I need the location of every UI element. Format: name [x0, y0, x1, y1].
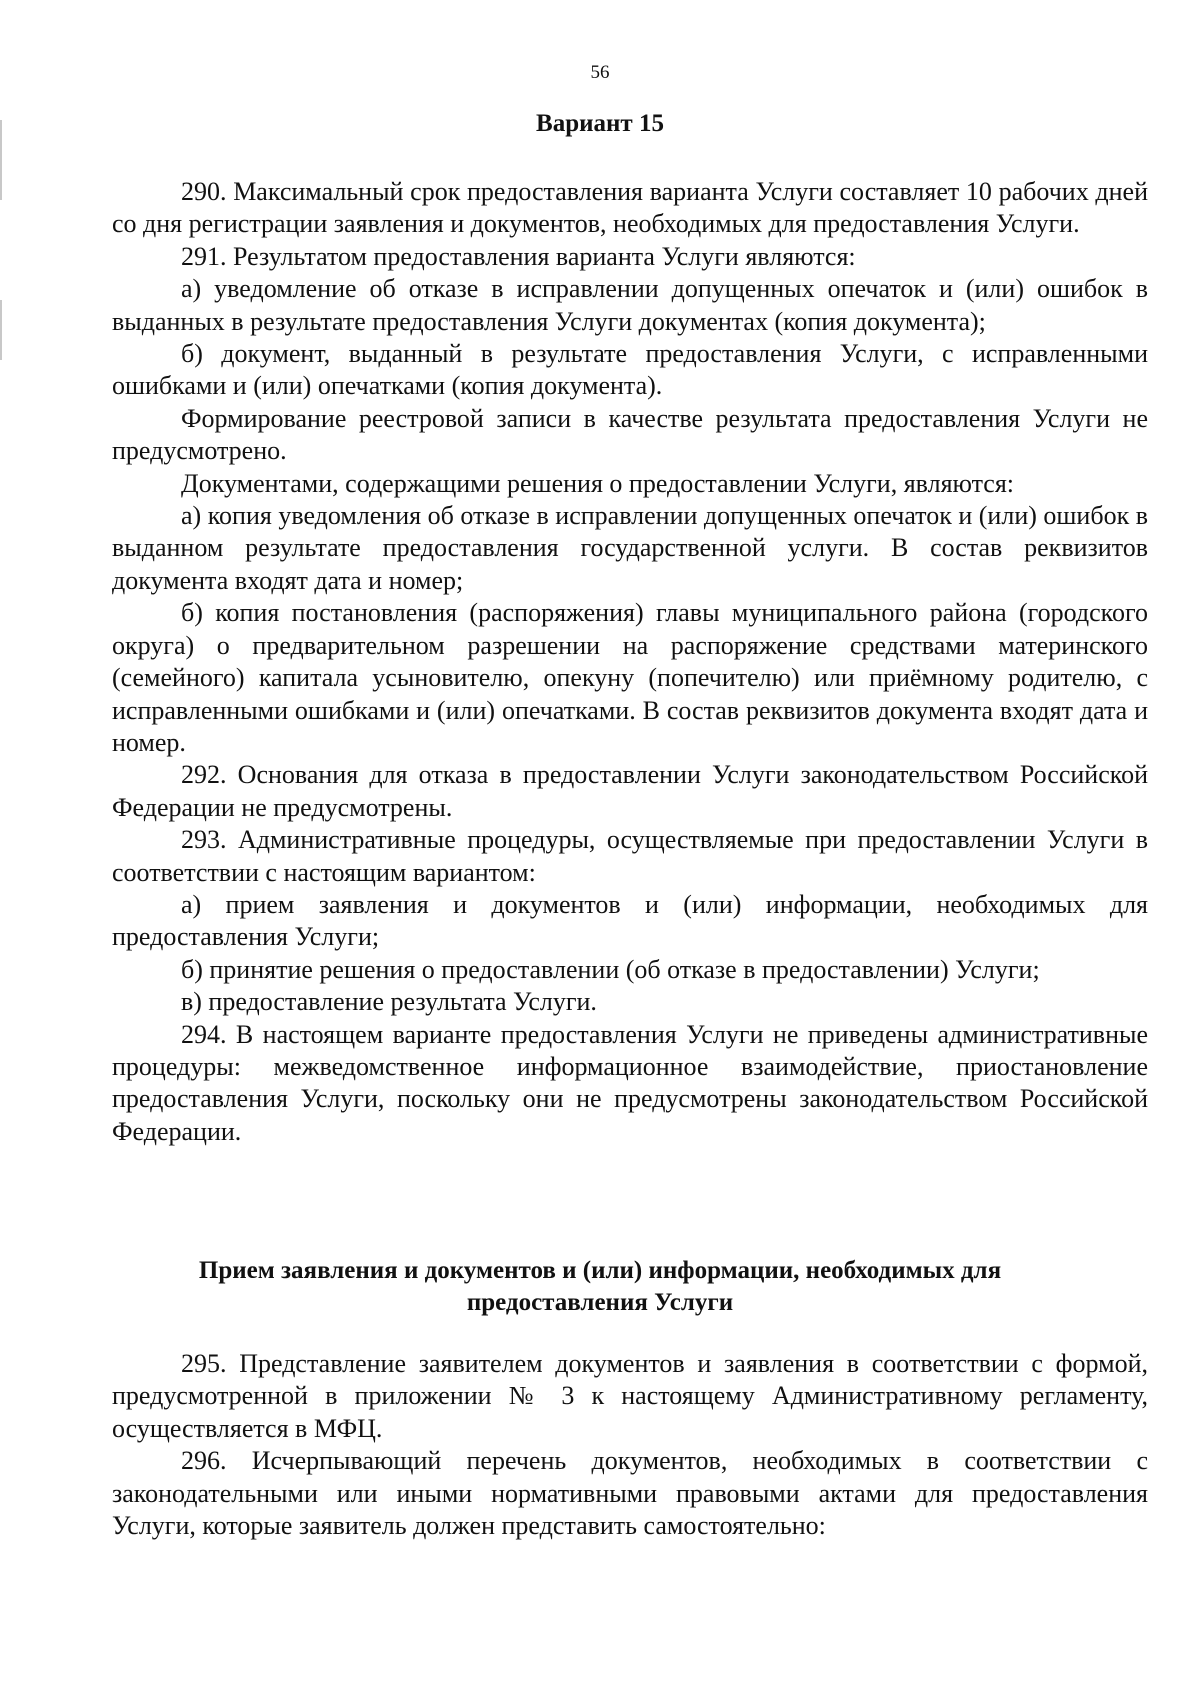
- paragraph-registry-note: Формирование реестровой записи в качестве результата предоставления Услуги не предусмотрено.: [112, 403, 1148, 466]
- body-text-section: [112, 1348, 1148, 1542]
- paragraph-291-b: б) документ, выданный в результате предоставления Услуги, с исправленными ошибками и (или) опечатками (копия документа).: [112, 339, 1148, 401]
- paragraph-decision-docs-a: а) копия уведомления об отказе в исправлении допущенных опечаток и (или) ошибок в выданном результате предоставления государственной услуги. В состав реквизитов документа входят дата и номер;: [112, 501, 1148, 595]
- scan-edge-mark: [0, 300, 2, 360]
- section-heading: Прием заявления и документов и (или) информации, необходимых для предоставления Услуги: [198, 1257, 1002, 1317]
- paragraph-290: 290. Максимальный срок предоставления варианта Услуги составляет 10 рабочих дней со дня регистрации заявления и документов, необходимых для предоставления Услуги.: [112, 177, 1148, 239]
- paragraph-291-a: а) уведомление об отказе в исправлении допущенных опечаток и (или) ошибок в выданных в результате предоставления Услуги документах (копия документа);: [112, 274, 1148, 336]
- paragraph-293-a: а) прием заявления и документов и (или) информации, необходимых для предоставления Услуги;: [112, 889, 1148, 952]
- paragraph-291: 291. Результатом предоставления варианта Услуги являются:: [181, 241, 856, 271]
- page-number: 56: [590, 62, 610, 83]
- paragraph-decision-docs: Документами, содержащими решения о предоставлении Услуги, являются:: [181, 468, 1015, 498]
- paragraph-293-b: б) принятие решения о предоставлении (об отказе в предоставлении) Услуги;: [181, 954, 1040, 984]
- paragraph-293-c: в) предоставление результата Услуги.: [181, 987, 597, 1017]
- paragraph-296: 296. Исчерпывающий перечень документов, необходимых в соответствии с законодательными или иными нормативными правовыми актами для предоставления Услуги, которые заявитель должен представить самостоятельно:: [112, 1446, 1148, 1541]
- body-text: [112, 176, 1148, 1148]
- variant-title: Вариант 15: [536, 110, 664, 137]
- paragraph-decision-docs-b: б) копия постановления (распоряжения) главы муниципального района (городского округа) о предварительном разрешении на распоряжение средствами материнского (семейного) капитала усыновителю, опекуну (попечителю) или приёмному родителю, с исправленными ошибками и (или) опечатками. В состав реквизитов документа входят дата и номер.: [112, 598, 1148, 757]
- paragraph-293: 293. Административные процедуры, осуществляемые при предоставлении Услуги в соответствии с настоящим вариантом:: [112, 825, 1148, 887]
- paragraph-295: 295. Представление заявителем документов и заявления в соответствии с формой, предусмотренной в приложении № 3 к настоящему Административному регламенту, осуществляется в МФЦ.: [112, 1349, 1148, 1443]
- paragraph-294: 294. В настоящем варианте предоставления Услуги не приведены административные процедуры: межведомственное информационное взаимодействие, приостановление предоставления Услуги, поскольку они не предусмотрены законодательством Российской Федерации.: [112, 1019, 1148, 1146]
- paragraph-292: 292. Основания для отказа в предоставлении Услуги законодательством Российской Федерации не предусмотрены.: [112, 760, 1148, 822]
